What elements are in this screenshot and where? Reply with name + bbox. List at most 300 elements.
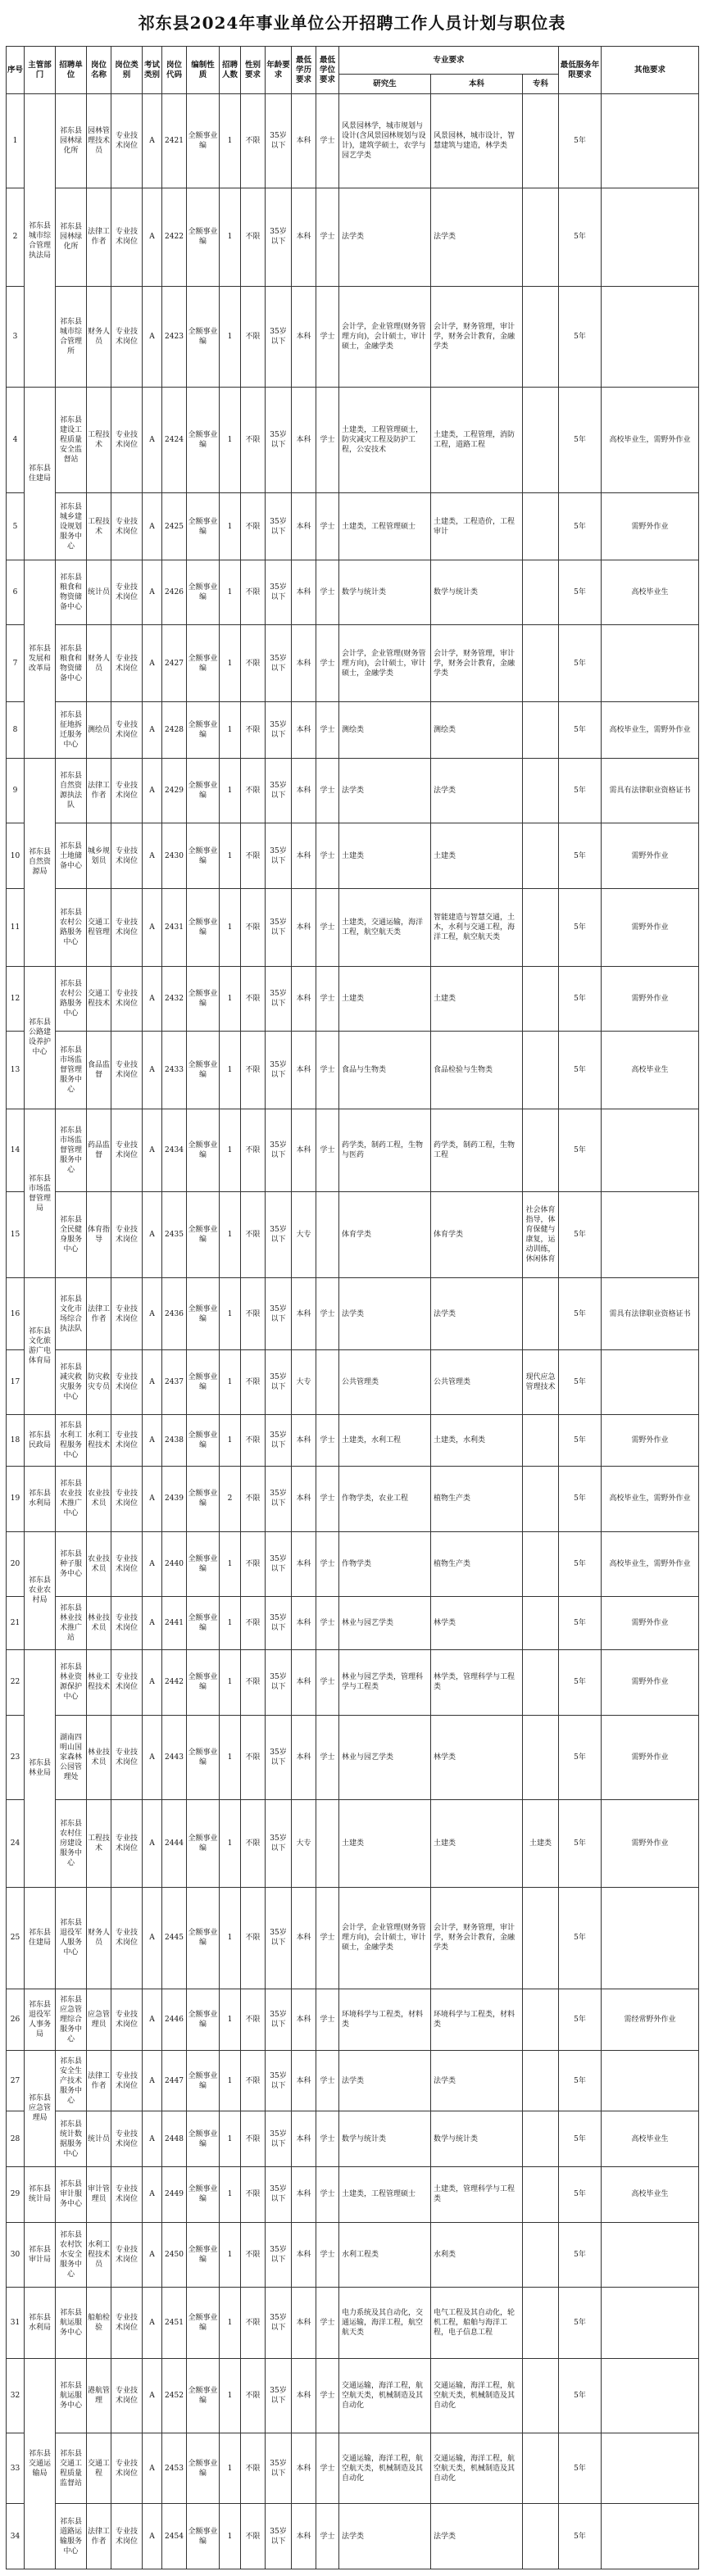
cell-junior-major <box>523 1887 559 1989</box>
cell-education: 本科 <box>292 2358 316 2433</box>
cell-unit: 湖南四明山国家森林公园管理处 <box>56 1715 87 1799</box>
cell-age: 35岁以下 <box>266 2111 292 2167</box>
cell-category: 专业技术岗位 <box>111 560 143 625</box>
cell-age: 35岁以下 <box>266 1531 292 1596</box>
cell-count: 1 <box>220 823 241 888</box>
cell-junior-major: 现代应急管理技术 <box>523 1349 559 1414</box>
cell-other-requirements: 高校毕业生，需野外作业 <box>602 702 699 759</box>
cell-gender: 不限 <box>241 286 266 387</box>
cell-count: 1 <box>220 888 241 966</box>
cell-seq: 11 <box>7 888 25 966</box>
cell-position: 农业技术员 <box>87 1467 111 1531</box>
cell-exam: A <box>143 1467 162 1531</box>
cell-count: 1 <box>220 493 241 560</box>
cell-unit: 祁东县园林绿化所 <box>56 188 87 287</box>
cell-category: 专业技术岗位 <box>111 1715 143 1799</box>
cell-position: 财务人员 <box>87 625 111 702</box>
cell-count: 1 <box>220 2050 241 2111</box>
table-row <box>7 758 699 823</box>
cell-bachelor-major: 土建类，管理科学与工程类 <box>431 2166 523 2222</box>
cell-position: 农业技术员 <box>87 1531 111 1596</box>
table-row <box>7 966 699 1031</box>
cell-age: 35岁以下 <box>266 702 292 759</box>
header-exam: 考试类别 <box>143 47 162 94</box>
cell-code: 2421 <box>162 94 187 188</box>
cell-position: 林业技术员 <box>87 1597 111 1650</box>
cell-education: 本科 <box>292 1467 316 1531</box>
header-dept: 主管部门 <box>25 47 56 94</box>
cell-age: 35岁以下 <box>266 94 292 188</box>
cell-bachelor-major: 食品检验与生物类 <box>431 1032 523 1109</box>
cell-category: 专业技术岗位 <box>111 1191 143 1278</box>
cell-degree <box>316 1799 339 1887</box>
cell-other-requirements <box>602 625 699 702</box>
table-row <box>7 1715 699 1799</box>
cell-gender: 不限 <box>241 1597 266 1650</box>
cell-category: 专业技术岗位 <box>111 2358 143 2433</box>
cell-category: 专业技术岗位 <box>111 1109 143 1191</box>
cell-gender: 不限 <box>241 2288 266 2359</box>
cell-seq: 25 <box>7 1887 25 1989</box>
cell-gender: 不限 <box>241 1415 266 1467</box>
cell-code: 2434 <box>162 1109 187 1191</box>
cell-code: 2446 <box>162 1989 187 2051</box>
cell-age: 35岁以下 <box>266 1415 292 1467</box>
cell-category: 专业技术岗位 <box>111 2111 143 2167</box>
cell-degree: 学士 <box>316 286 339 387</box>
cell-seq: 15 <box>7 1191 25 1278</box>
cell-category: 专业技术岗位 <box>111 1597 143 1650</box>
cell-count: 1 <box>220 702 241 759</box>
cell-count: 1 <box>220 1109 241 1191</box>
cell-junior-major <box>523 823 559 888</box>
cell-service-years: 5年 <box>559 1531 602 1596</box>
cell-degree: 学士 <box>316 2166 339 2222</box>
cell-other-requirements: 需野外作业 <box>602 1799 699 1887</box>
cell-exam: A <box>143 758 162 823</box>
cell-code: 2442 <box>162 1650 187 1715</box>
table-row <box>7 2288 699 2359</box>
cell-position: 交通工程管理 <box>87 888 111 966</box>
cell-junior-major <box>523 1989 559 2051</box>
cell-other-requirements: 高校毕业生，需野外作业 <box>602 1531 699 1596</box>
cell-service-years: 5年 <box>559 493 602 560</box>
cell-count: 2 <box>220 1467 241 1531</box>
cell-bachelor-major: 法学类 <box>431 2050 523 2111</box>
cell-gender: 不限 <box>241 1650 266 1715</box>
cell-service-years: 5年 <box>559 625 602 702</box>
cell-degree: 学士 <box>316 702 339 759</box>
cell-count: 1 <box>220 1597 241 1650</box>
cell-position: 法律工作者 <box>87 2050 111 2111</box>
cell-category: 专业技术岗位 <box>111 2504 143 2569</box>
cell-code: 2431 <box>162 888 187 966</box>
cell-other-requirements: 需野外作业 <box>602 966 699 1031</box>
cell-age: 35岁以下 <box>266 493 292 560</box>
cell-exam: A <box>143 2050 162 2111</box>
cell-nature: 全额事业编 <box>187 966 220 1031</box>
cell-exam: A <box>143 1650 162 1715</box>
page-title: 祁东县2024年事业单位公开招聘工作人员计划与职位表 <box>138 13 566 33</box>
cell-education: 本科 <box>292 493 316 560</box>
cell-exam: A <box>143 388 162 493</box>
table-row <box>7 2050 699 2111</box>
cell-service-years: 5年 <box>559 388 602 493</box>
cell-graduate-major: 土建类，水利工程 <box>339 1415 431 1467</box>
table-row <box>7 1415 699 1467</box>
cell-graduate-major: 土建类，工程管理硕士，防灾减灾工程及防护工程，公安技术 <box>339 388 431 493</box>
cell-position: 药品监督 <box>87 1109 111 1191</box>
cell-service-years: 5年 <box>559 94 602 188</box>
table-row <box>7 2358 699 2433</box>
cell-degree: 学士 <box>316 2358 339 2433</box>
cell-degree: 学士 <box>316 1531 339 1596</box>
cell-graduate-major: 土建类，工程管理硕士 <box>339 2166 431 2222</box>
table-row <box>7 1109 699 1191</box>
cell-junior-major <box>523 1109 559 1191</box>
cell-seq: 29 <box>7 2166 25 2222</box>
cell-degree: 学士 <box>316 2222 339 2287</box>
cell-junior-major <box>523 758 559 823</box>
cell-age: 35岁以下 <box>266 1467 292 1531</box>
cell-junior-major <box>523 1278 559 1350</box>
cell-unit: 祁东县航运服务中心 <box>56 2288 87 2359</box>
cell-gender: 不限 <box>241 493 266 560</box>
cell-bachelor-major: 法学类 <box>431 758 523 823</box>
cell-unit: 祁东县农村饮水安全服务中心 <box>56 2222 87 2287</box>
cell-nature: 全额事业编 <box>187 1415 220 1467</box>
cell-position: 审计管理员 <box>87 2166 111 2222</box>
recruitment-table <box>6 46 699 2569</box>
cell-seq: 10 <box>7 823 25 888</box>
cell-unit: 祁东县安全生产技术服务中心 <box>56 2050 87 2111</box>
cell-position: 应急管理员 <box>87 1989 111 2051</box>
cell-degree: 学士 <box>316 1109 339 1191</box>
cell-seq: 21 <box>7 1597 25 1650</box>
table-row <box>7 2166 699 2222</box>
cell-nature: 全额事业编 <box>187 1467 220 1531</box>
cell-age: 35岁以下 <box>266 1349 292 1414</box>
cell-gender: 不限 <box>241 188 266 287</box>
cell-education: 本科 <box>292 94 316 188</box>
cell-bachelor-major: 法学类 <box>431 1278 523 1350</box>
cell-other-requirements <box>602 2358 699 2433</box>
cell-code: 2438 <box>162 1415 187 1467</box>
cell-unit: 祁东县粮食和物资储备中心 <box>56 625 87 702</box>
cell-category: 专业技术岗位 <box>111 1467 143 1531</box>
cell-seq: 30 <box>7 2222 25 2287</box>
cell-gender: 不限 <box>241 1799 266 1887</box>
cell-seq: 18 <box>7 1415 25 1467</box>
cell-seq: 20 <box>7 1531 25 1596</box>
cell-gender: 不限 <box>241 1989 266 2051</box>
cell-junior-major <box>523 1415 559 1467</box>
cell-nature: 全额事业编 <box>187 1650 220 1715</box>
cell-gender: 不限 <box>241 2111 266 2167</box>
cell-age: 35岁以下 <box>266 966 292 1031</box>
cell-dept: 祁东县农业农村局 <box>25 1531 56 1650</box>
cell-category: 专业技术岗位 <box>111 823 143 888</box>
cell-graduate-major: 药学类，制药工程，生物与医药 <box>339 1109 431 1191</box>
cell-gender: 不限 <box>241 758 266 823</box>
cell-unit: 祁东县道路运输服务中心 <box>56 2504 87 2569</box>
cell-age: 35岁以下 <box>266 286 292 387</box>
cell-count: 1 <box>220 2504 241 2569</box>
cell-service-years: 5年 <box>559 1715 602 1799</box>
cell-service-years: 5年 <box>559 1032 602 1109</box>
cell-other-requirements <box>602 188 699 287</box>
cell-exam: A <box>143 1349 162 1414</box>
cell-dept: 祁东县住建局 <box>25 388 56 560</box>
cell-service-years: 5年 <box>559 702 602 759</box>
cell-bachelor-major: 植物生产类 <box>431 1531 523 1596</box>
cell-unit: 祁东县航运服务中心 <box>56 2358 87 2433</box>
cell-code: 2439 <box>162 1467 187 1531</box>
cell-gender: 不限 <box>241 2504 266 2569</box>
cell-degree: 学士 <box>316 1597 339 1650</box>
cell-seq: 24 <box>7 1799 25 1887</box>
cell-gender: 不限 <box>241 2050 266 2111</box>
cell-nature: 全额事业编 <box>187 1799 220 1887</box>
cell-exam: A <box>143 1887 162 1989</box>
cell-unit: 祁东县建设工程质量安全监督站 <box>56 388 87 493</box>
cell-exam: A <box>143 1597 162 1650</box>
cell-position: 林业工程技术 <box>87 1650 111 1715</box>
cell-junior-major <box>523 2288 559 2359</box>
cell-junior-major <box>523 2111 559 2167</box>
cell-seq: 2 <box>7 188 25 287</box>
cell-graduate-major: 土建类，工程管理硕士 <box>339 493 431 560</box>
cell-gender: 不限 <box>241 1467 266 1531</box>
cell-graduate-major: 会计学，企业管理(财务管理方向)，会计硕士，审计硕士，金融学类 <box>339 625 431 702</box>
cell-other-requirements: 需野外作业 <box>602 1650 699 1715</box>
cell-bachelor-major: 会计学，财务管理，审计学，财务会计教育，金融学类 <box>431 625 523 702</box>
cell-category: 专业技术岗位 <box>111 493 143 560</box>
cell-seq: 6 <box>7 560 25 625</box>
cell-age: 35岁以下 <box>266 758 292 823</box>
cell-education: 本科 <box>292 702 316 759</box>
table-row <box>7 188 699 287</box>
cell-exam: A <box>143 1415 162 1467</box>
cell-count: 1 <box>220 966 241 1031</box>
cell-unit: 祁东县农村住房建设服务中心 <box>56 1799 87 1887</box>
cell-nature: 全额事业编 <box>187 1887 220 1989</box>
cell-count: 1 <box>220 560 241 625</box>
cell-nature: 全额事业编 <box>187 2222 220 2287</box>
cell-service-years: 5年 <box>559 2111 602 2167</box>
cell-seq: 33 <box>7 2433 25 2504</box>
cell-dept: 祁东县交通运输局 <box>25 2358 56 2569</box>
cell-education: 本科 <box>292 1032 316 1109</box>
cell-seq: 1 <box>7 94 25 188</box>
cell-junior-major <box>523 2358 559 2433</box>
cell-nature: 全额事业编 <box>187 188 220 287</box>
cell-junior-major <box>523 625 559 702</box>
cell-graduate-major: 水利工程类 <box>339 2222 431 2287</box>
cell-education: 本科 <box>292 2222 316 2287</box>
cell-bachelor-major: 测绘类 <box>431 702 523 759</box>
cell-gender: 不限 <box>241 1887 266 1989</box>
cell-age: 35岁以下 <box>266 1278 292 1350</box>
cell-category: 专业技术岗位 <box>111 1989 143 2051</box>
cell-bachelor-major: 交通运输，海洋工程，航空航天类，机械制造及其自动化 <box>431 2433 523 2504</box>
cell-dept: 祁东县自然资源局 <box>25 758 56 966</box>
cell-code: 2449 <box>162 2166 187 2222</box>
cell-junior-major <box>523 493 559 560</box>
cell-category: 专业技术岗位 <box>111 1887 143 1989</box>
cell-category: 专业技术岗位 <box>111 286 143 387</box>
cell-graduate-major: 土建类 <box>339 1799 431 1887</box>
cell-code: 2452 <box>162 2358 187 2433</box>
table-row <box>7 823 699 888</box>
cell-unit: 祁东县城市综合管理所 <box>56 286 87 387</box>
cell-position: 交通工程技术 <box>87 966 111 1031</box>
cell-count: 1 <box>220 625 241 702</box>
cell-count: 1 <box>220 1415 241 1467</box>
cell-code: 2436 <box>162 1278 187 1350</box>
cell-nature: 全额事业编 <box>187 1349 220 1414</box>
cell-service-years: 5年 <box>559 1597 602 1650</box>
cell-junior-major <box>523 966 559 1031</box>
cell-category: 专业技术岗位 <box>111 1415 143 1467</box>
cell-unit: 祁东县交通工程质量监督站 <box>56 2433 87 2504</box>
cell-education: 本科 <box>292 1715 316 1799</box>
cell-dept: 祁东县应急管理局 <box>25 2050 56 2166</box>
cell-position: 船舶检验 <box>87 2288 111 2359</box>
cell-seq: 9 <box>7 758 25 823</box>
cell-seq: 27 <box>7 2050 25 2111</box>
cell-service-years: 5年 <box>559 1989 602 2051</box>
cell-exam: A <box>143 2166 162 2222</box>
cell-age: 35岁以下 <box>266 388 292 493</box>
table-row <box>7 1650 699 1715</box>
cell-bachelor-major: 土建类，工程管理，消防工程，道路工程 <box>431 388 523 493</box>
cell-bachelor-major: 数学与统计类 <box>431 560 523 625</box>
cell-gender: 不限 <box>241 2166 266 2222</box>
cell-age: 35岁以下 <box>266 188 292 287</box>
cell-gender: 不限 <box>241 1715 266 1799</box>
cell-seq: 12 <box>7 966 25 1031</box>
header-degree: 最低学位要求 <box>316 47 339 94</box>
cell-code: 2422 <box>162 188 187 287</box>
cell-seq: 14 <box>7 1109 25 1191</box>
cell-education: 本科 <box>292 758 316 823</box>
cell-age: 35岁以下 <box>266 2222 292 2287</box>
cell-seq: 31 <box>7 2288 25 2359</box>
cell-code: 2454 <box>162 2504 187 2569</box>
cell-code: 2428 <box>162 702 187 759</box>
cell-exam: A <box>143 2288 162 2359</box>
cell-count: 1 <box>220 1191 241 1278</box>
cell-degree: 学士 <box>316 560 339 625</box>
table-row <box>7 1467 699 1531</box>
cell-position: 林业技术员 <box>87 1715 111 1799</box>
cell-code: 2427 <box>162 625 187 702</box>
table-row <box>7 702 699 759</box>
cell-service-years: 5年 <box>559 966 602 1031</box>
cell-service-years: 5年 <box>559 2222 602 2287</box>
cell-count: 1 <box>220 188 241 287</box>
cell-bachelor-major: 药学类，制药工程，生物工程 <box>431 1109 523 1191</box>
table-row <box>7 1191 699 1278</box>
cell-count: 1 <box>220 2288 241 2359</box>
cell-degree: 学士 <box>316 1887 339 1989</box>
cell-exam: A <box>143 2433 162 2504</box>
cell-nature: 全额事业编 <box>187 2358 220 2433</box>
table-row <box>7 1597 699 1650</box>
cell-count: 1 <box>220 1799 241 1887</box>
cell-age: 35岁以下 <box>266 2358 292 2433</box>
cell-gender: 不限 <box>241 1349 266 1414</box>
cell-code: 2425 <box>162 493 187 560</box>
cell-unit: 祁东县市场监督管理服务中心 <box>56 1032 87 1109</box>
cell-bachelor-major: 会计学，财务管理，审计学，财务会计教育，金融学类 <box>431 1887 523 1989</box>
cell-bachelor-major: 交通运输，海洋工程，航空航天类，机械制造及其自动化 <box>431 2358 523 2433</box>
cell-position: 法律工作者 <box>87 758 111 823</box>
table-row <box>7 94 699 188</box>
cell-unit: 祁东县自然资源执法队 <box>56 758 87 823</box>
table-row <box>7 493 699 560</box>
cell-category: 专业技术岗位 <box>111 2222 143 2287</box>
cell-junior-major: 社会体育指导，体育保健与康复，运动训练，休闲体育 <box>523 1191 559 1278</box>
cell-degree: 学士 <box>316 2433 339 2504</box>
cell-degree: 学士 <box>316 888 339 966</box>
cell-exam: A <box>143 1715 162 1799</box>
cell-position: 水利工程技术 <box>87 1415 111 1467</box>
cell-code: 2429 <box>162 758 187 823</box>
cell-other-requirements <box>602 94 699 188</box>
table-row <box>7 1989 699 2051</box>
cell-junior-major <box>523 1531 559 1596</box>
cell-nature: 全额事业编 <box>187 625 220 702</box>
cell-age: 35岁以下 <box>266 1597 292 1650</box>
cell-age: 35岁以下 <box>266 2166 292 2222</box>
cell-nature: 全额事业编 <box>187 2050 220 2111</box>
cell-graduate-major: 食品与生物类 <box>339 1032 431 1109</box>
header-nature: 编制性质 <box>187 47 220 94</box>
cell-count: 1 <box>220 1989 241 2051</box>
table-row <box>7 625 699 702</box>
cell-dept: 祁东县发展和改革局 <box>25 560 56 759</box>
cell-exam: A <box>143 2504 162 2569</box>
cell-other-requirements: 需野外作业 <box>602 1715 699 1799</box>
cell-unit: 祁东县审计服务中心 <box>56 2166 87 2222</box>
cell-exam: A <box>143 1799 162 1887</box>
header-unit: 招聘单位 <box>56 47 87 94</box>
cell-position: 城乡规划员 <box>87 823 111 888</box>
cell-nature: 全额事业编 <box>187 823 220 888</box>
cell-junior-major <box>523 1715 559 1799</box>
cell-dept: 祁东县退役军人事务局 <box>25 1989 56 2051</box>
table-row <box>7 286 699 387</box>
cell-service-years: 5年 <box>559 286 602 387</box>
cell-dept: 祁东县林业局 <box>25 1650 56 1887</box>
cell-code: 2441 <box>162 1597 187 1650</box>
cell-dept: 祁东县市场监督管理局 <box>25 1109 56 1277</box>
cell-degree: 学士 <box>316 625 339 702</box>
cell-unit: 祁东县农村公路服务中心 <box>56 966 87 1031</box>
cell-degree: 学士 <box>316 823 339 888</box>
cell-junior-major <box>523 286 559 387</box>
cell-age: 35岁以下 <box>266 1650 292 1715</box>
cell-count: 1 <box>220 388 241 493</box>
cell-code: 2444 <box>162 1799 187 1887</box>
cell-seq: 13 <box>7 1032 25 1109</box>
table-row <box>7 1032 699 1109</box>
cell-graduate-major: 交通运输，海洋工程，航空航天类，机械制造及其自动化 <box>339 2433 431 2504</box>
cell-exam: A <box>143 286 162 387</box>
table-body <box>7 94 699 2569</box>
